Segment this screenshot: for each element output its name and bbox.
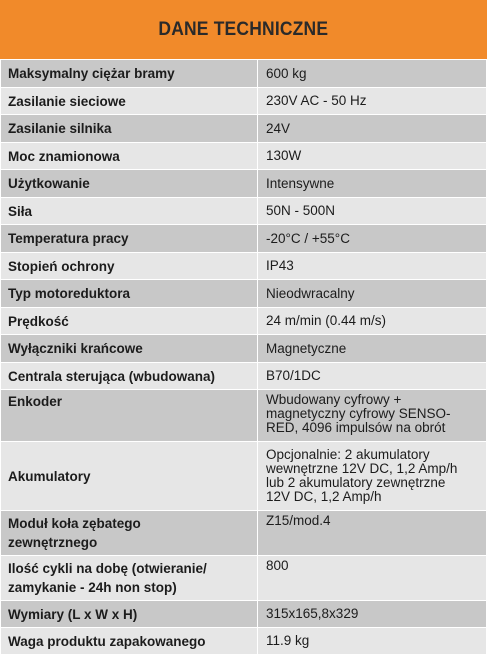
spec-label: Użytkowanie (1, 170, 258, 198)
table-row (1, 442, 487, 511)
spec-value: Intensywne (258, 170, 487, 198)
spec-value: Z15/mod.4 (258, 511, 487, 556)
spec-label: Wyłączniki krańcowe (1, 335, 258, 363)
table-row (1, 280, 487, 308)
spec-value: 11.9 kg (258, 628, 487, 655)
table-row (1, 143, 487, 170)
spec-value: Nieodwracalny (258, 280, 487, 308)
table-row (1, 628, 487, 655)
spec-value: 315x165,8x329 (258, 601, 487, 628)
table-row (1, 225, 487, 253)
spec-label: Ilość cykli na dobę (otwieranie/ zamykanie - 24h non stop) (1, 556, 258, 601)
header-banner (0, 0, 487, 59)
spec-value: 600 kg (258, 60, 487, 88)
spec-value: 50N - 500N (258, 198, 487, 225)
spec-label: Moduł koła zębatego zewnętrznego (1, 511, 258, 556)
spec-value: 800 (258, 556, 487, 601)
spec-table (0, 59, 487, 655)
table-row (1, 601, 487, 628)
spec-value: IP43 (258, 253, 487, 280)
spec-label: Akumulatory (1, 442, 258, 511)
spec-value: 24V (258, 115, 487, 143)
spec-label: Centrala sterująca (wbudowana) (1, 363, 258, 390)
spec-label: Zasilanie sieciowe (1, 88, 258, 115)
table-row (1, 363, 487, 390)
table-row (1, 556, 487, 601)
spec-label: Maksymalny ciężar bramy (1, 60, 258, 88)
spec-value: -20°C / +55°C (258, 225, 487, 253)
spec-value: 130W (258, 143, 487, 170)
spec-label: Waga produktu zapakowanego (1, 628, 258, 655)
table-row (1, 335, 487, 363)
spec-label: Enkoder (1, 390, 258, 442)
spec-label: Wymiary (L x W x H) (1, 601, 258, 628)
spec-label: Typ motoreduktora (1, 280, 258, 308)
table-row (1, 170, 487, 198)
spec-label: Stopień ochrony (1, 253, 258, 280)
table-row (1, 60, 487, 88)
spec-label: Temperatura pracy (1, 225, 258, 253)
table-row (1, 511, 487, 556)
spec-value: B70/1DC (258, 363, 487, 390)
spec-value: Opcjonalnie: 2 akumulatory wewnętrzne 12V DC, 1,2 Amp/h lub 2 akumulatory zewnętrzne 12V DC, 1,2 Amp/h (258, 442, 487, 511)
spec-value: Wbudowany cyfrowy + magnetyczny cyfrowy SENSO- RED, 4096 impulsów na obrót (258, 390, 487, 442)
spec-value: 230V AC - 50 Hz (258, 88, 487, 115)
spec-label: Moc znamionowa (1, 143, 258, 170)
table-row (1, 115, 487, 143)
table-row (1, 253, 487, 280)
spec-value: 24 m/min (0.44 m/s) (258, 308, 487, 335)
table-row (1, 198, 487, 225)
spec-label: Siła (1, 198, 258, 225)
page-title: DANE TECHNICZNE (158, 18, 329, 40)
spec-label: Zasilanie silnika (1, 115, 258, 143)
table-row (1, 308, 487, 335)
spec-value: Magnetyczne (258, 335, 487, 363)
table-row (1, 390, 487, 442)
table-row (1, 88, 487, 115)
spec-label: Prędkość (1, 308, 258, 335)
